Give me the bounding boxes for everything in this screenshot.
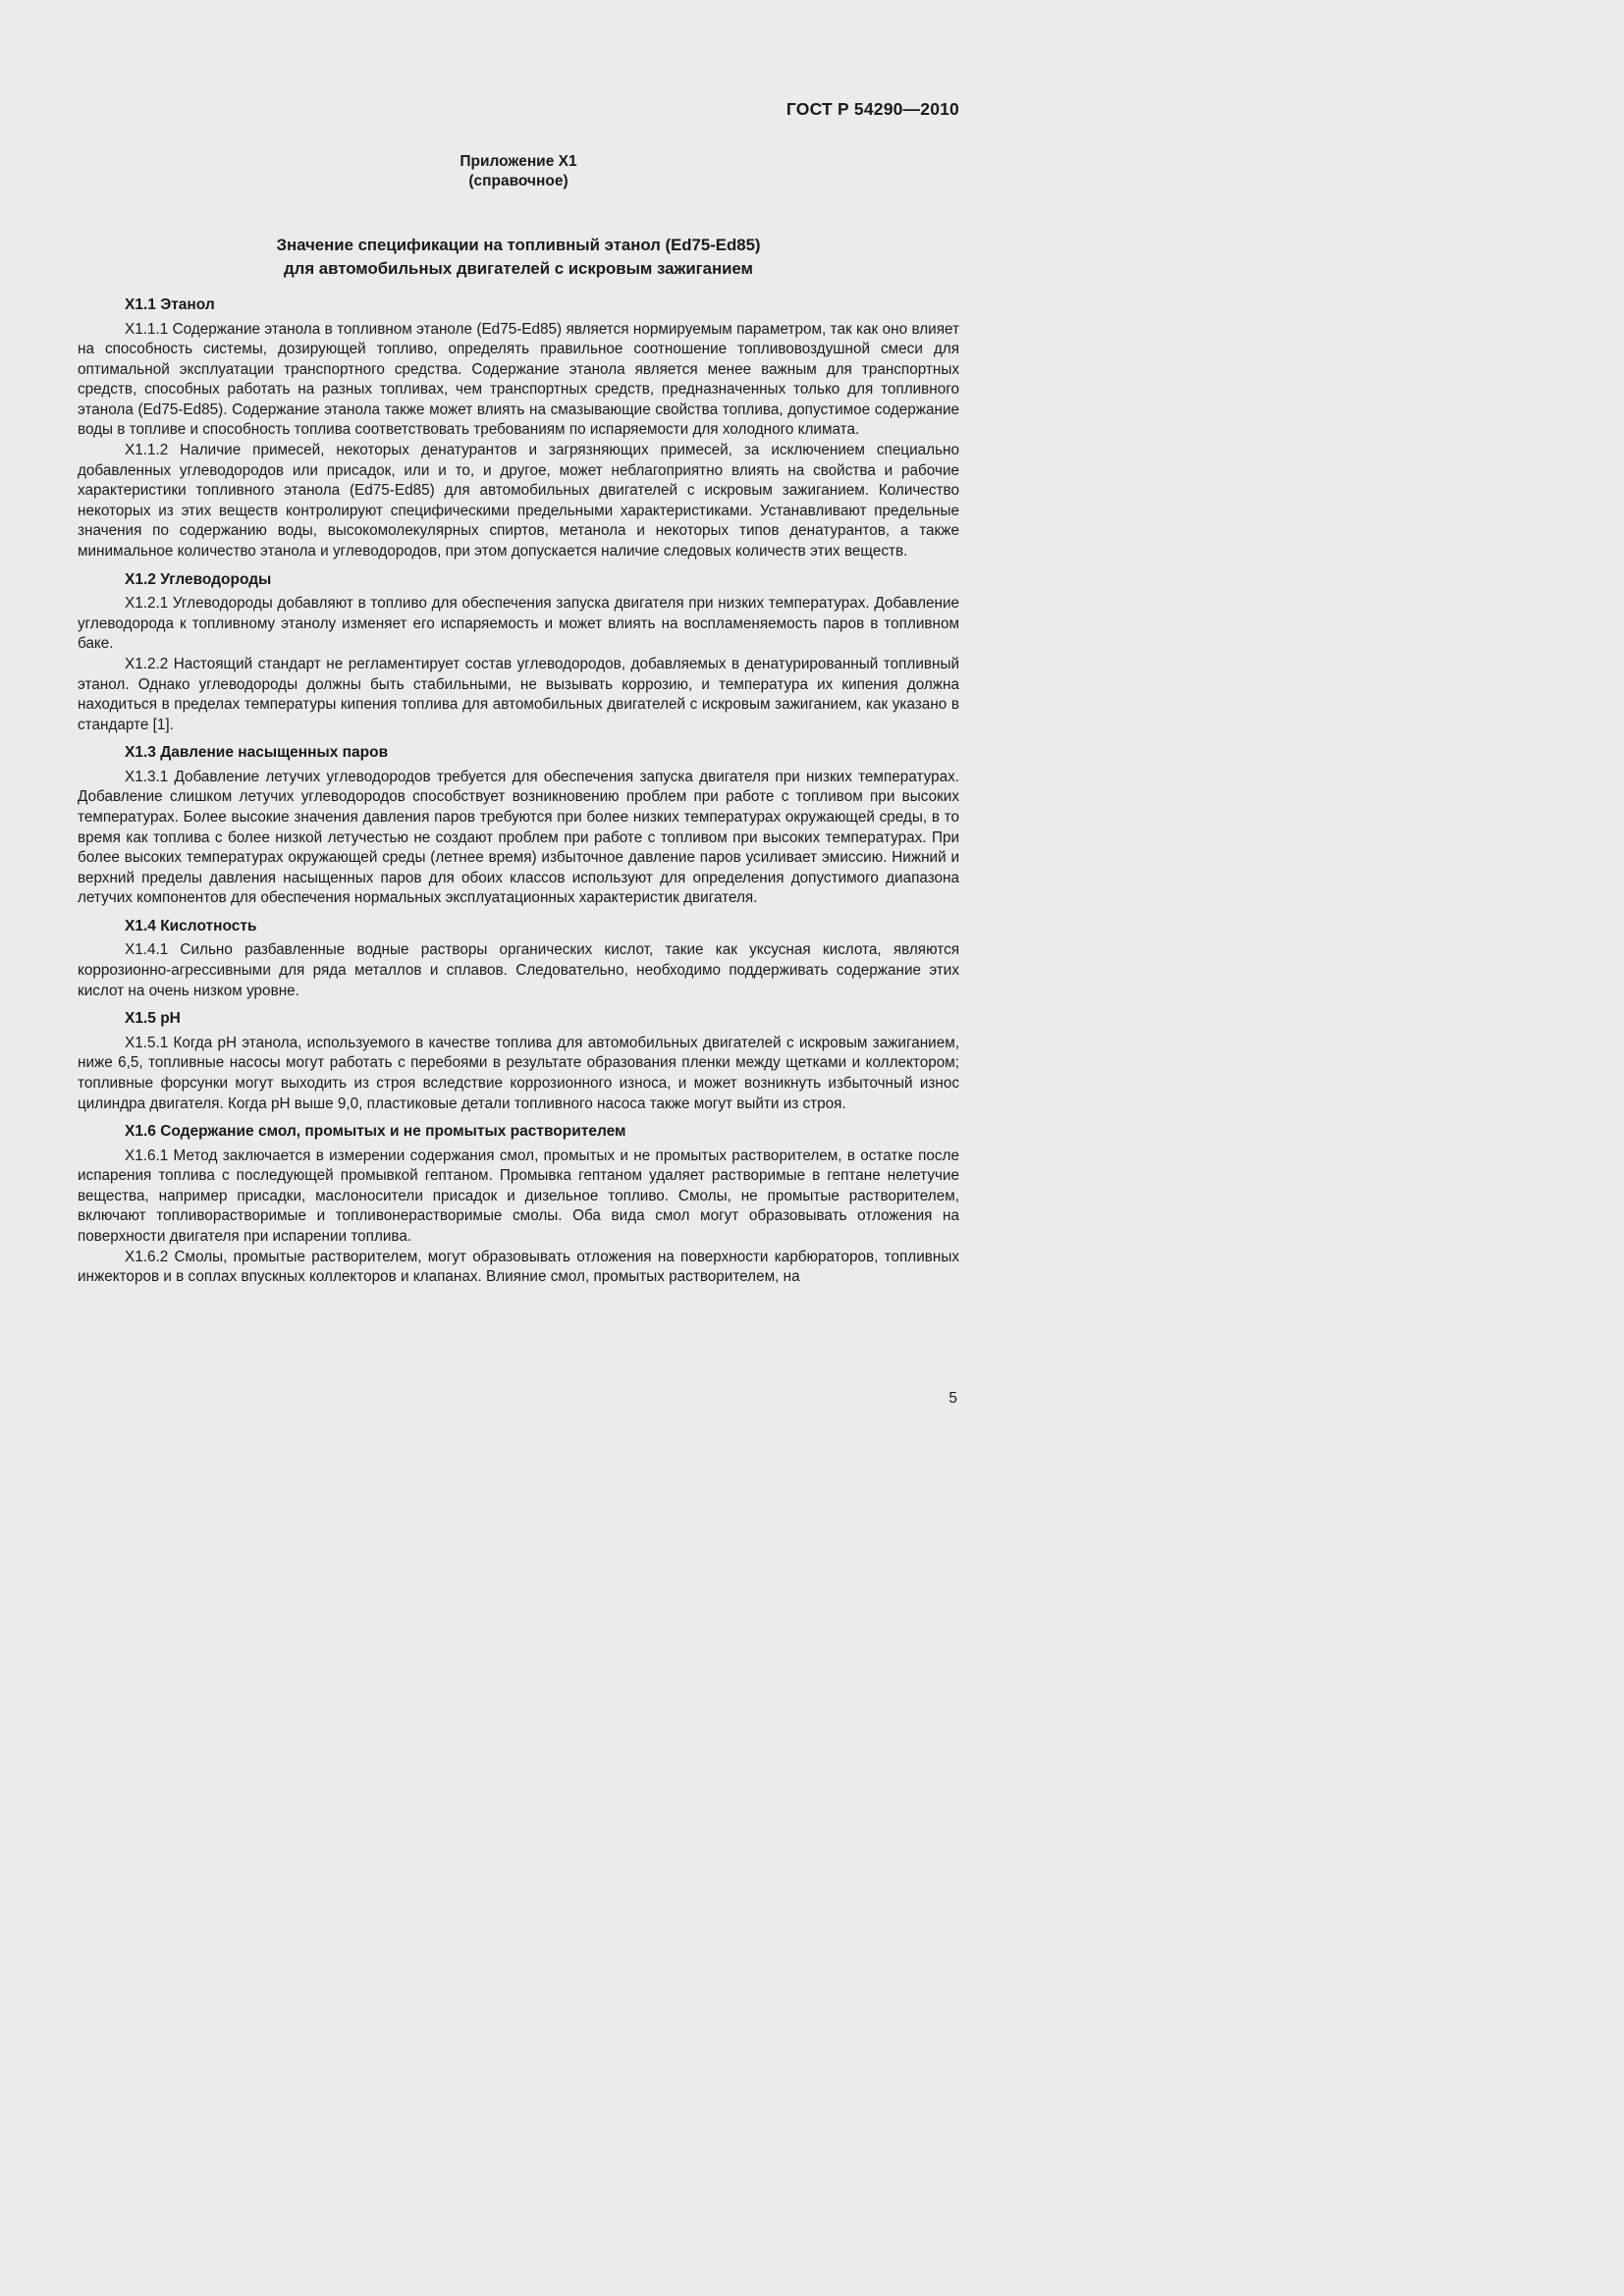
section-acidity [78, 917, 959, 1001]
paragraph: Х1.6.2 Смолы, промытые растворителем, могут образовывать отложения на поверхности карбюраторов, топливных инжекторов и в соплах впускных коллекторов и клапанах. Влияние смол, промытых растворителем, на [78, 1248, 959, 1286]
paragraph: Х1.4.1 Сильно разбавленные водные растворы органических кислот, такие как уксусная кислота, являются коррозионно-агрессивными для ряда металлов и сплавов. Следовательно, необходимо поддерживать содержание этих кислот на очень низком уровне. [78, 941, 959, 999]
annex-type: (справочное) [468, 173, 568, 189]
section-ethanol [78, 295, 959, 562]
paragraph: Х1.6.1 Метод заключается в измерении содержания смол, промытых и не промытых растворителем, в остатке после испарения топлива с последующей промывкой гептаном. Промывка гептаном удаляет растворимые в гептане нелетучие вещества, например присадки, маслоносители присадок и дизельное топливо. Смолы, не промытые растворителем, включают топливорастворимые и топливонерастворимые смолы. Оба вида смол могут образовывать отложения на поверхности двигателя при испарении топлива. [78, 1147, 959, 1245]
section-heading: Х1.1 Этанол [125, 296, 215, 313]
standard-number: ГОСТ Р 54290—2010 [785, 99, 959, 119]
paragraph: Х1.3.1 Добавление летучих углеводородов требуется для обеспечения запуска двигателя при низких температурах. Добавление слишком летучих углеводородов способствует возникновению проблем при работе с топливом при высоких температурах. Более высокие значения давления паров требуются при более низких температурах окружающей среды, в то время как топлива с более низкой летучестью не создают проблем при работе с топливом при высоких температурах. При более высоких температурах окружающей среды (летнее время) избыточное давление паров усиливает эмиссию. Нижний и верхний пределы давления насыщенных паров для обоих классов используют для определения допустимого диапазона летучих компонентов для обеспечения нормальных эксплуатационных характеристик двигателя. [78, 768, 959, 907]
section-heading: Х1.4 Кислотность [125, 917, 257, 934]
section-gum-content [78, 1122, 959, 1288]
document-page [0, 0, 1089, 1539]
paragraph: Х1.1.2 Наличие примесей, некоторых денатурантов и загрязняющих примесей, за исключением специально добавленных углеводородов или присадок, или и то, и другое, может неблагоприятно влиять на свойства и рабочие характеристики топливного этанола (Ed75-Ed85) для автомобильных двигателей с искровым зажиганием. Количество некоторых из этих веществ контролируют специфическими предельными характеристиками. Устанавливают предельные значения по содержанию воды, высокомолекулярных спиртов, метанола и некоторых типов денатурантов, а также минимальное количество этанола и углеводородов, при этом допускается наличие следовых количеств этих веществ. [78, 442, 959, 561]
document-title-line-1: Значение спецификации на топливный этанол (Ed75-Ed85) [276, 236, 761, 254]
section-heading: Х1.6 Содержание смол, промытых и не промытых растворителем [125, 1123, 626, 1141]
paragraph: Х1.2.2 Настоящий стандарт не регламентирует состав углеводородов, добавляемых в денатурированный топливный этанол. Однако углеводороды должны быть стабильными, не вызывать коррозию, и температура их кипения должна находиться в пределах температуры кипения топлива для автомобильных двигателей с искровым зажиганием, как указано в стандарте [1]. [78, 655, 959, 733]
paragraph: Х1.2.1 Углеводороды добавляют в топливо для обеспечения запуска двигателя при низких температурах. Добавление углеводорода к топливному этанолу изменяет его испаряемость и может влиять на воспламеняемость паров в топливном баке. [78, 595, 959, 653]
section-heading: Х1.5 pH [125, 1010, 181, 1028]
body-text [78, 295, 959, 1296]
annex-block [0, 152, 1037, 191]
document-title-line-2: для автомобильных двигателей с искровым зажиганием [284, 259, 753, 278]
section-hydrocarbons [78, 570, 959, 736]
section-vapor-pressure [78, 743, 959, 909]
section-ph [78, 1009, 959, 1114]
document-title [0, 234, 1037, 281]
paragraph: Х1.5.1 Когда pH этанола, используемого в качестве топлива для автомобильных двигателей с искровым зажиганием, ниже 6,5, топливные насосы могут работать с перебоями в результате образования пленки между щетками и коллектором; топливные форсунки могут выходить из строя вследствие коррозионного износа, и может возникнуть избыточный износ цилиндра двигателя. Когда pH выше 9,0, пластиковые детали топливного насоса также могут выйти из строя. [78, 1034, 959, 1112]
page-number: 5 [948, 1390, 957, 1407]
section-heading: Х1.3 Давление насыщенных паров [125, 744, 389, 762]
paragraph: Х1.1.1 Содержание этанола в топливном этаноле (Ed75-Ed85) является нормируемым параметром, так как оно влияет на способность системы, дозирующей топливо, определять правильное соотношение топливовоздушной смеси для оптимальной эксплуатации транспортного средства. Содержание этанола является менее важным для транспортных средств, способных работать на разных топливах, чем транспортных средств, предназначенных только для топливного этанола (Ed75-Ed85). Содержание этанола также может влиять на смазывающие свойства топлива, допустимое содержание воды в топливе и способность топлива соответствовать требованиям по испаряемости для холодного климата. [78, 320, 959, 439]
section-heading: Х1.2 Углеводороды [125, 570, 272, 588]
annex-label: Приложение Х1 [460, 153, 577, 170]
